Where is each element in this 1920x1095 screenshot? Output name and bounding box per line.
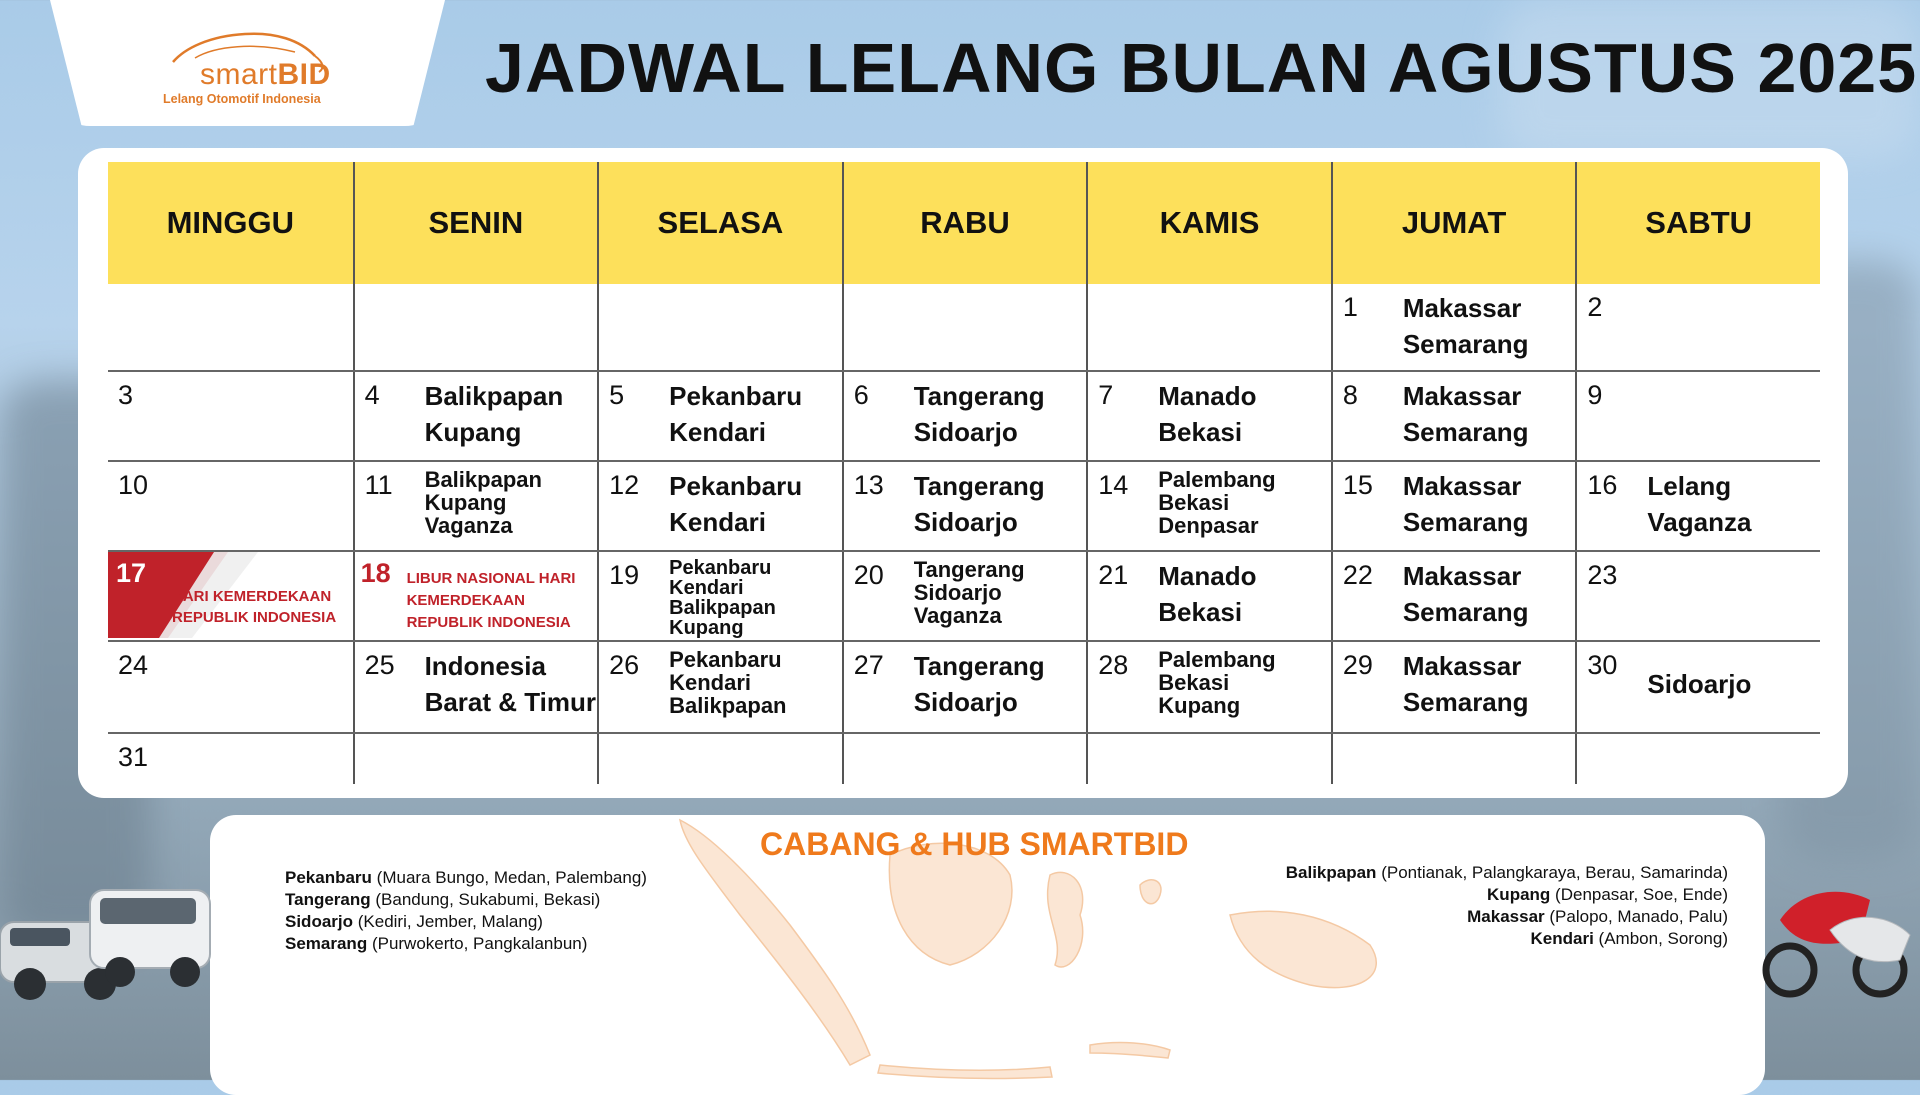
- day-cell-4: [353, 372, 598, 460]
- day-number: 8: [1342, 380, 1358, 410]
- auction-location-list: [1158, 468, 1325, 537]
- day-cell-empty: [597, 284, 842, 370]
- day-cell-empty: [1086, 284, 1331, 370]
- auction-location: Bekasi: [1158, 490, 1230, 515]
- auction-location: Semarang: [1402, 329, 1529, 359]
- auction-location: Manado: [1158, 561, 1257, 591]
- auction-location-list: [669, 468, 836, 540]
- day-cell-23: [1575, 552, 1820, 640]
- day-cell-24: [108, 642, 353, 732]
- auction-location-list: [1403, 290, 1570, 362]
- auction-location-list: [914, 378, 1081, 450]
- week-row: [108, 284, 1820, 372]
- day-cell-13: [842, 462, 1087, 550]
- branch-name: Tangerang: [285, 890, 371, 909]
- auction-location: Sidoarjo: [913, 580, 1002, 605]
- day-cell-empty: [597, 734, 842, 784]
- day-cell-8: [1331, 372, 1576, 460]
- branch-hubs: (Purwokerto, Pangkalanbun): [371, 934, 588, 953]
- day-cell-empty: [1331, 734, 1576, 784]
- week-row: [108, 462, 1820, 552]
- day-cell-empty: [842, 284, 1087, 370]
- week-row: [108, 552, 1820, 642]
- branch-list-left: [285, 867, 647, 955]
- branch-name: Balikpapan: [1285, 863, 1377, 882]
- branch-title: CABANG & HUB SMARTBID: [760, 826, 1189, 862]
- auction-location-list: [425, 468, 592, 537]
- day-number: 14: [1098, 470, 1129, 500]
- auction-location: Semarang: [1402, 687, 1529, 717]
- auction-location: Pekanbaru: [669, 557, 772, 579]
- day-cell-3: [108, 372, 353, 460]
- calendar-grid: [108, 162, 1820, 784]
- auction-location: Sidoarjo: [913, 507, 1018, 537]
- auction-location-list: [425, 378, 592, 450]
- day-cell-empty: [353, 734, 598, 784]
- branch-entry: [285, 933, 647, 955]
- day-number: 30: [1587, 650, 1618, 680]
- branch-entry: [285, 889, 647, 911]
- branch-entry: [285, 867, 647, 889]
- auction-location: Denpasar: [1158, 513, 1259, 538]
- day-cell-31: [108, 734, 353, 784]
- day-cell-29: [1331, 642, 1576, 732]
- auction-location: Kendari: [669, 577, 744, 599]
- auction-location: Lelang: [1647, 471, 1732, 501]
- page-title: JADWAL LELANG BULAN AGUSTUS 2025: [485, 29, 1918, 107]
- holiday-label: HARI KEMERDEKAAN REPUBLIK INDONESIA: [172, 588, 337, 626]
- day-cell-26: [597, 642, 842, 732]
- day-number: 28: [1098, 650, 1129, 680]
- auction-location: Kupang: [424, 417, 522, 447]
- branch-name: Kupang: [1487, 885, 1551, 904]
- auction-location: Sidoarjo: [913, 687, 1018, 717]
- auction-location-list: [914, 468, 1081, 540]
- day-number: 16: [1587, 470, 1618, 500]
- day-cell-5: [597, 372, 842, 460]
- auction-location: Kendari: [669, 670, 752, 695]
- auction-location-list: [1158, 378, 1325, 450]
- auction-location: Vaganza: [1647, 507, 1752, 537]
- auction-location: Balikpapan: [424, 381, 564, 411]
- day-number: 3: [118, 380, 134, 410]
- branch-hubs: (Denpasar, Soe, Ende): [1555, 885, 1728, 904]
- day-cell-empty: [842, 734, 1087, 784]
- auction-location-list: [1403, 648, 1570, 720]
- day-number: 6: [853, 380, 869, 410]
- day-cell-empty: [108, 284, 353, 370]
- day-number: 10: [118, 470, 149, 500]
- day-cell-28: [1086, 642, 1331, 732]
- day-cell-14: [1086, 462, 1331, 550]
- auction-location: Tangerang: [913, 651, 1045, 681]
- branch-name: Pekanbaru: [285, 868, 372, 887]
- auction-location: Barat & Timur: [424, 687, 597, 717]
- day-cell-30: [1575, 642, 1820, 732]
- auction-location: Makassar: [1402, 561, 1522, 591]
- weekday-jumat: JUMAT: [1331, 162, 1576, 284]
- auction-location-list: [914, 558, 1081, 627]
- auction-location-list: [1403, 468, 1570, 540]
- day-number: 26: [609, 650, 640, 680]
- auction-location: Balikpapan: [669, 693, 787, 718]
- day-cell-15: [1331, 462, 1576, 550]
- day-number: 11: [364, 470, 393, 500]
- branch-hubs: (Bandung, Sukabumi, Bekasi): [375, 890, 601, 909]
- day-cell-27: [842, 642, 1087, 732]
- branch-hubs: (Palopo, Manado, Palu): [1549, 907, 1728, 926]
- weekday-kamis: KAMIS: [1086, 162, 1331, 284]
- branch-hubs: (Kediri, Jember, Malang): [357, 912, 543, 931]
- auction-location-list: [669, 558, 836, 638]
- brand-name: [200, 58, 331, 92]
- auction-location-list: [914, 648, 1081, 720]
- day-number: 19: [609, 560, 640, 590]
- weekday-sabtu: SABTU: [1575, 162, 1820, 284]
- auction-location-list: [1647, 666, 1814, 702]
- branch-entry: [1286, 862, 1728, 884]
- day-cell-empty: [1086, 734, 1331, 784]
- branch-hubs: (Muara Bungo, Medan, Palembang): [376, 868, 647, 887]
- auction-location: Balikpapan: [424, 467, 542, 492]
- holiday-label: LIBUR NASIONAL HARI KEMERDEKAAN REPUBLIK INDONESIA: [406, 570, 576, 631]
- auction-location: Bekasi: [1158, 417, 1243, 447]
- auction-location-list: [424, 648, 597, 720]
- auction-location: Makassar: [1402, 293, 1522, 323]
- day-number: 18: [360, 558, 391, 588]
- weekday-rabu: RABU: [842, 162, 1087, 284]
- weekday-minggu: MINGGU: [166, 205, 294, 240]
- day-number: 21: [1098, 560, 1129, 590]
- branch-list-right: [1286, 862, 1728, 950]
- holiday-banner: [108, 552, 353, 640]
- auction-location: Bekasi: [1158, 670, 1230, 695]
- day-number: 2: [1587, 292, 1603, 322]
- auction-location: Makassar: [1402, 651, 1522, 681]
- day-cell-9: [1575, 372, 1820, 460]
- auction-location-list: [1403, 558, 1570, 630]
- auction-location: Kupang: [424, 490, 507, 515]
- auction-location-list: [1403, 378, 1570, 450]
- branch-name: Makassar: [1467, 907, 1545, 926]
- auction-location-list: [1158, 558, 1325, 630]
- day-number: 31: [118, 742, 149, 772]
- auction-location: Indonesia: [424, 651, 546, 681]
- auction-location: Palembang: [1158, 647, 1276, 672]
- calendar-weeks: [108, 284, 1820, 784]
- week-row: [108, 372, 1820, 462]
- auction-location-list: [1158, 648, 1325, 717]
- day-cell-1: [1331, 284, 1576, 370]
- auction-location: Semarang: [1402, 417, 1529, 447]
- day-number: 24: [118, 650, 149, 680]
- weekday-senin: SENIN: [353, 162, 598, 284]
- auction-location: Pekanbaru: [669, 471, 803, 501]
- week-row: [108, 734, 1820, 784]
- day-number: 20: [853, 560, 884, 590]
- weekday-selasa: SELASA: [597, 162, 842, 284]
- brand-name-light: smart: [200, 58, 278, 91]
- day-number: 7: [1098, 380, 1114, 410]
- day-number: 29: [1342, 650, 1373, 680]
- day-number: 22: [1342, 560, 1373, 590]
- auction-location: Vaganza: [424, 513, 513, 538]
- auction-location: Pekanbaru: [669, 647, 782, 672]
- day-cell-7: [1086, 372, 1331, 460]
- day-number: 9: [1587, 380, 1603, 410]
- branch-entry: [1286, 928, 1728, 950]
- weekday-header-row: [108, 162, 1820, 284]
- day-cell-11: [353, 462, 598, 550]
- auction-location: Kendari: [669, 507, 766, 537]
- day-cell-22: [1331, 552, 1576, 640]
- branch-name: Kendari: [1530, 929, 1594, 948]
- day-number: 17: [116, 558, 147, 588]
- day-cell-19: [597, 552, 842, 640]
- branch-entry: [1286, 906, 1728, 928]
- day-number: 5: [609, 380, 625, 410]
- day-number: 27: [853, 650, 884, 680]
- day-cell-12: [597, 462, 842, 550]
- auction-location: Tangerang: [913, 557, 1025, 582]
- day-cell-10: [108, 462, 353, 550]
- day-cell-21: [1086, 552, 1331, 640]
- auction-location: Makassar: [1402, 471, 1522, 501]
- day-cell-25: [353, 642, 598, 732]
- day-cell-empty: [353, 284, 598, 370]
- auction-location-list: [669, 648, 836, 717]
- auction-location-list: [669, 378, 836, 450]
- auction-location: Kupang: [669, 617, 744, 639]
- branch-hubs: (Ambon, Sorong): [1598, 929, 1728, 948]
- day-number: 23: [1587, 560, 1618, 590]
- day-cell-16: [1575, 462, 1820, 550]
- auction-location: Tangerang: [913, 471, 1045, 501]
- auction-location: Semarang: [1402, 507, 1529, 537]
- auction-location: Semarang: [1402, 597, 1529, 627]
- day-number: 1: [1342, 292, 1358, 322]
- day-cell-20: [842, 552, 1087, 640]
- auction-location-list: [1647, 468, 1814, 540]
- brand-name-bold: BID: [277, 58, 331, 91]
- branch-entry: [285, 911, 647, 933]
- day-cell-empty: [1575, 734, 1820, 784]
- day-cell-17: [108, 552, 353, 640]
- auction-location: Bekasi: [1158, 597, 1243, 627]
- auction-location: Makassar: [1402, 381, 1522, 411]
- day-cell-2: [1575, 284, 1820, 370]
- auction-location: Balikpapan: [669, 597, 776, 619]
- week-row: [108, 642, 1820, 734]
- branch-name: Sidoarjo: [285, 912, 354, 931]
- motorbikes-illustration-icon: [1760, 860, 1920, 1010]
- branch-entry: [1286, 884, 1728, 906]
- auction-location: Sidoarjo: [1647, 669, 1752, 699]
- auction-location: Vaganza: [913, 603, 1002, 628]
- auction-location: Tangerang: [913, 381, 1045, 411]
- cars-illustration-icon: [0, 880, 215, 1020]
- auction-location: Sidoarjo: [913, 417, 1018, 447]
- branch-hubs: (Pontianak, Palangkaraya, Berau, Samarinda): [1381, 863, 1728, 882]
- auction-location: Pekanbaru: [669, 381, 803, 411]
- auction-location: Kupang: [1158, 693, 1241, 718]
- day-number: 15: [1342, 470, 1373, 500]
- day-number: 13: [853, 470, 884, 500]
- day-number: 25: [364, 650, 395, 680]
- day-number: 12: [609, 470, 640, 500]
- branch-name: Semarang: [285, 934, 368, 953]
- auction-location: Manado: [1158, 381, 1257, 411]
- day-cell-18: [353, 552, 598, 640]
- auction-location: Kendari: [669, 417, 766, 447]
- brand-tagline: Lelang Otomotif Indonesia: [163, 92, 321, 106]
- day-cell-6: [842, 372, 1087, 460]
- day-number: 4: [364, 380, 380, 410]
- auction-location: Palembang: [1158, 467, 1276, 492]
